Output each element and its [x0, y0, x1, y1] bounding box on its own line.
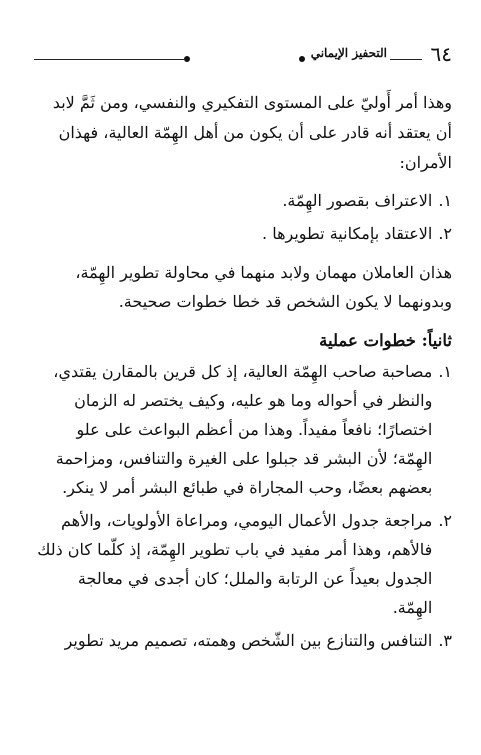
- step-item: [34, 357, 452, 502]
- list-item-text: الاعتراف بقصور الهِمّة.: [282, 191, 433, 210]
- intro-paragraph: وهذا أمر أَوليّ على المستوى التفكيري والنفسي، ومن ثَمَّ لابد أن يعتقد أنه قادر على أن يكون من أهل الهِمّة العالية، فهذان الأمران:: [52, 93, 452, 172]
- running-title: التحفيز الإيماني: [310, 46, 387, 60]
- header-dot-right: [299, 56, 305, 62]
- list-item-text: الاعتقاد بإمكانية تطويرها .: [262, 224, 433, 243]
- header-rule-left: [34, 59, 186, 60]
- summary-paragraph: هذان العاملان مهمان ولابد منهما في محاولة تطوير الهِمّة، وبدونهما لا يكون الشخص قد خطا خطوات صحيحة.: [75, 263, 452, 311]
- list-item-number: ٢.: [438, 224, 452, 243]
- list-item: [34, 184, 452, 217]
- step-number: ٢.: [438, 511, 452, 530]
- page-number: ٦٤: [430, 42, 452, 66]
- step-item: [34, 506, 452, 622]
- step-item: [34, 626, 452, 655]
- step-number: ١.: [438, 362, 452, 381]
- header-rule-right: [390, 59, 422, 60]
- section-heading: ثانياً: خطوات عملية: [319, 331, 452, 350]
- page-header: [34, 40, 452, 70]
- step-number: ٣.: [438, 631, 452, 650]
- page-content: [34, 88, 452, 659]
- step-text: مراجعة جدول الأعمال اليومي، ومراعاة الأولويات، والأهم فالأهم، وهذا أمر مفيد في باب تطوير الهِمّة، إذ كلّما كان ذلك الجدول بعيداً عن الرتابة والملل؛ كان أجدى في معالجة الهِمّة.: [37, 511, 433, 617]
- list-item-number: ١.: [438, 191, 452, 210]
- step-text: مصاحبة صاحب الهِمّة العالية، إذ كل قرين بالمقارن يقتدي، والنظر في أحواله وما هو عليه، وكيف يختصر له الزمان اختصارًا؛ نافعاً مفيداً. وهذا من أعظم البواعث على علو الهِمّة؛ لأن البشر قد جبلوا على الغيرة والتنافس، ومزاحمة بعضهم بعضًا، وحب المجاراة في طبائع البشر أمر لا ينكر.: [53, 362, 433, 497]
- list-item: [34, 217, 452, 250]
- step-text: التنافس والتنازع بين الشّخص وهمته، تصميم مريد تطوير: [64, 631, 433, 650]
